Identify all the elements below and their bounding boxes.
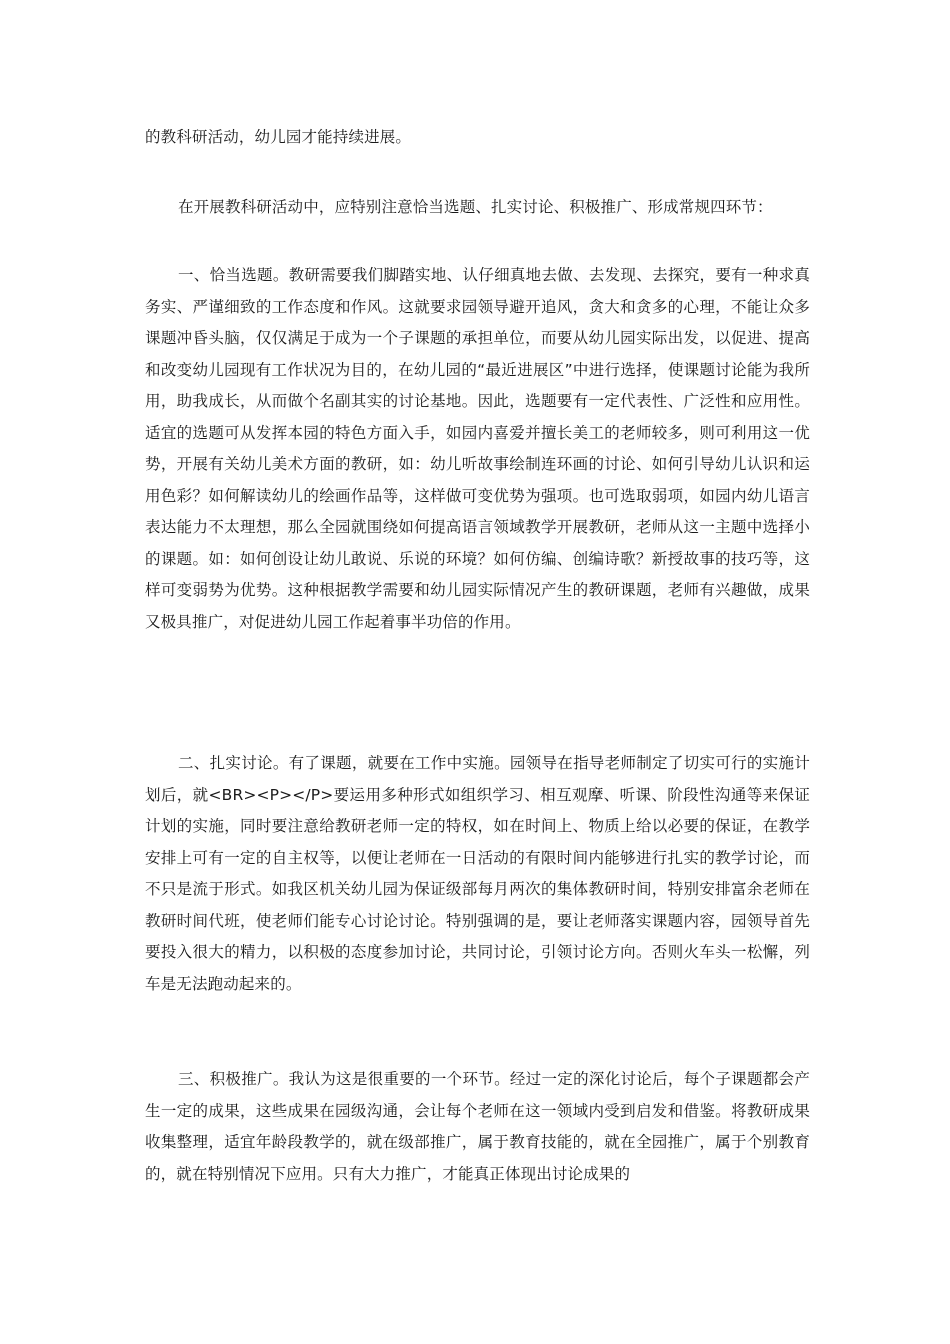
paragraph-intro: 在开展教科研活动中，应特别注意恰当选题、扎实讨论、积极推广、形成常规四环节： bbox=[178, 198, 773, 216]
paragraph-section-two: 二、扎实讨论。有了课题，就要在工作中实施。园领导在指导老师制定了切实可行的实施计划后，就<BR><P></P>要运用多种形式如组织学习、相互观摩、听课、阶段性沟通等来保证计划的实施，同时要注意给教研老师一定的特权，如在时间上、物质上给以必要的保证，在教学安排上可有一定的自主权等，以便让老师在一日活动的有限时间内能够进行扎实的教学讨论，而不只是流于形式。如我区机关幼儿园为保证级部每月两次的集体教研时间，特别安排富余老师在教研时间代班，使老师们能专心讨论讨论。特别强调的是，要让老师落实课题内容，园领导首先要投入很大的精力，以积极的态度参加讨论，共同讨论，引领讨论方向。否则火车头一松懈，列车是无法跑动起来的。 bbox=[145, 754, 810, 993]
paragraph-section-one: 一、恰当选题。教研需要我们脚踏实地、认仔细真地去做、去发现、去探究，要有一种求真务实、严谨细致的工作态度和作风。这就要求园领导避开追风，贪大和贪多的心理，不能让众多课题冲昏头脑，仅仅满足于成为一个子课题的承担单位，而要从幼儿园实际出发，以促进、提高和改变幼儿园现有工作状况为目的，在幼儿园的“最近进展区”中进行选择，使课题讨论能为我所用，助我成长，从而做个名副其实的讨论基地。因此，选题要有一定代表性、广泛性和应用性。适宜的选题可从发挥本园的特色方面入手，如园内喜爱并擅长美工的老师较多，则可利用这一优势，开展有关幼儿美术方面的教研，如：幼儿听故事绘制连环画的讨论、如何引导幼儿认识和运用色彩？如何解读幼儿的绘画作品等，这样做可变优势为强项。也可选取弱项，如园内幼儿语言表达能力不太理想，那么全园就围绕如何提高语言领域教学开展教研，老师从这一主题中选择小的课题。如：如何创设让幼儿敢说、乐说的环境？如何仿编、创编诗歌？新授故事的技巧等，这样可变弱势为优势。这种根据教学需要和幼儿园实际情况产生的教研课题，老师有兴趣做，成果又极具推广，对促进幼儿园工作起着事半功倍的作用。 bbox=[145, 266, 810, 631]
paragraph-continuation: 的教科研活动，幼儿园才能持续进展。 bbox=[145, 128, 412, 146]
paragraph-section-three: 三、积极推广。我认为这是很重要的一个环节。经过一定的深化讨论后，每个子课题都会产生一定的成果，这些成果在园级沟通，会让每个老师在这一领域内受到启发和借鉴。将教研成果收集整理，适宜年龄段教学的，就在级部推广，属于教育技能的，就在全园推广，属于个别教育的，就在特别情况下应用。只有大力推广，才能真正体现出讨论成果的 bbox=[145, 1070, 810, 1183]
